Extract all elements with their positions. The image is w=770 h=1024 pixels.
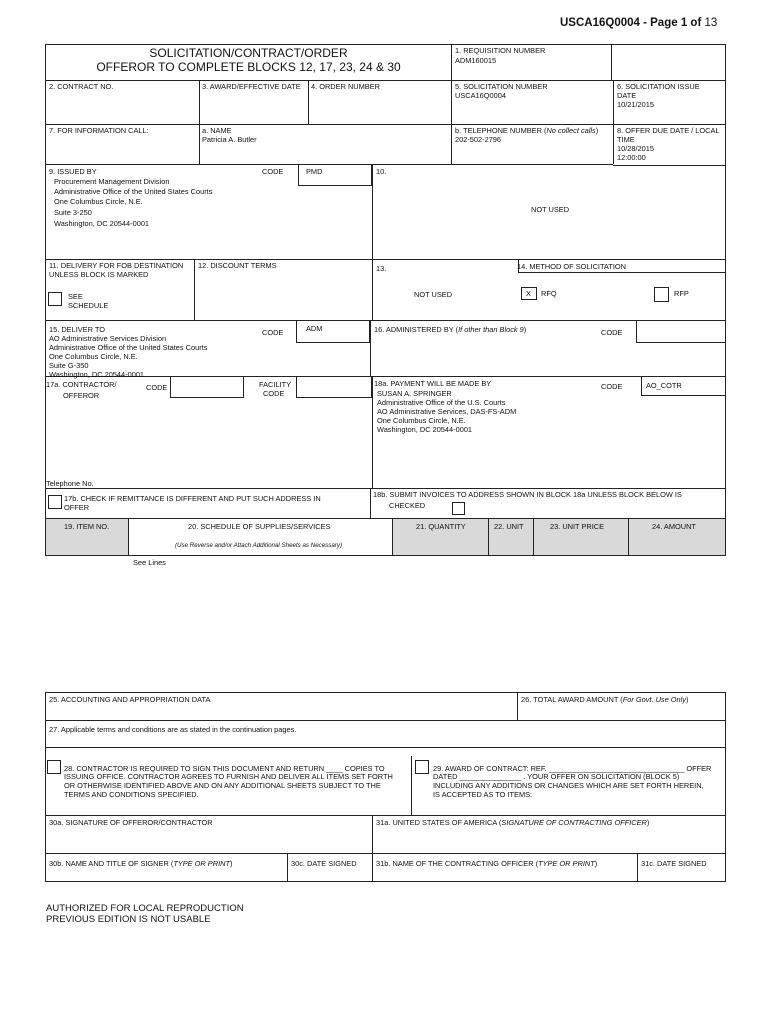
b1-requisition-number: ADM160015	[455, 56, 497, 65]
b28-text-line4: TERMS AND CONDITIONS SPECIFIED.	[64, 790, 199, 799]
b7b-label: b. TELEPHONE NUMBER (No collect calls)	[455, 126, 599, 135]
b17a-telephone-label: Telephone No.	[46, 479, 94, 488]
b30b-label: 30b. NAME AND TITLE OF SIGNER (TYPE OR PRINT)	[49, 859, 233, 868]
b15-code-box	[296, 320, 370, 343]
b11-label-line1: 11. DELIVERY FOR FOB DESTINATION	[49, 261, 184, 270]
footer-reproduction-note: AUTHORIZED FOR LOCAL REPRODUCTION	[46, 903, 244, 914]
b28-checkbox[interactable]	[47, 760, 61, 774]
b30a-signature-field[interactable]	[47, 830, 370, 851]
b31b-label: 31b. NAME OF THE CONTRACTING OFFICER (TYPE OR PRINT)	[376, 859, 598, 868]
b18a-code-box	[641, 376, 726, 396]
b18a-code-label: CODE	[601, 382, 623, 391]
b7a-contact-name: Patricia A. Butler	[202, 135, 257, 144]
form-footer	[46, 903, 244, 925]
form-title-line1: SOLICITATION/CONTRACT/ORDER	[149, 46, 348, 60]
b13-label: 13.	[376, 264, 387, 273]
b12-discount-terms-field[interactable]	[196, 272, 370, 318]
b17a-label-line2: OFFEROR	[63, 391, 100, 400]
b29-text-line3: INCLUDING ANY ADDITIONS OR CHANGES WHICH ARE SET FORTH HEREIN,	[433, 781, 704, 790]
b11-schedule-label: SCHEDULE	[68, 301, 109, 310]
b16-code-label: CODE	[601, 328, 623, 337]
b8-label-line1: 8. OFFER DUE DATE / LOCAL	[617, 126, 720, 135]
col20-schedule-header: 20. SCHEDULE OF SUPPLIES/SERVICES	[188, 522, 331, 531]
b9-label: 9. ISSUED BY	[49, 167, 97, 176]
b1-label: 1. REQUISITION NUMBER	[455, 46, 546, 55]
b9-code: PMD	[306, 167, 323, 176]
b15-code-label: CODE	[262, 328, 284, 337]
b6-issue-date: 10/21/2015	[617, 100, 654, 109]
b11-see-label: SEE	[68, 292, 83, 301]
b17a-facility-code-box[interactable]	[296, 376, 372, 398]
b18a-address-line: SUSAN A. SPRINGER	[377, 389, 452, 398]
b29-text-line1: 29. AWARD OF CONTRACT: REF. _________________________________ OFFER	[433, 764, 712, 773]
b18a-code: AO_COTR	[646, 381, 682, 390]
page-number: 1	[680, 17, 688, 29]
b18b-label-line1: 18b. SUBMIT INVOICES TO ADDRESS SHOWN IN BLOCK 18a UNLESS BLOCK BELOW IS	[373, 490, 682, 499]
col21-quantity-header: 21. QUANTITY	[416, 522, 466, 531]
b5-solicitation-number: USCA16Q0004	[455, 91, 506, 100]
b7-label: 7. FOR INFORMATION CALL:	[49, 126, 149, 135]
b14-rfp-label: RFP	[674, 289, 689, 298]
b12-label: 12. DISCOUNT TERMS	[198, 261, 277, 270]
b18b-label-line2: CHECKED	[389, 501, 426, 510]
b14-rfq-label: RFQ	[541, 289, 557, 298]
b2-contract-no-field[interactable]	[47, 93, 197, 122]
b9-address-line: Washington, DC 20544-0001	[54, 219, 150, 228]
b2-label: 2. CONTRACT NO.	[49, 82, 114, 91]
b18a-address-line: AO Administrative Services, DAS-FS-ADM	[377, 407, 517, 416]
b9-address-line: Procurement Management Division	[54, 177, 170, 186]
footer-edition-note: PREVIOUS EDITION IS NOT USABLE	[46, 914, 211, 925]
b17a-facility-label-line1: FACILITY	[259, 380, 292, 389]
b14-label: 14. METHOD OF SOLICITATION	[517, 262, 626, 271]
b17a-contractor-address-field[interactable]	[47, 400, 370, 474]
b17b-remittance-checkbox[interactable]	[48, 495, 62, 509]
b15-address-line: Washington, DC 20544-0001	[49, 370, 145, 379]
b18a-address-line: Administrative Office of the U.S. Courts	[377, 398, 506, 407]
b9-address-line: One Columbus Circle, N.E.	[54, 197, 143, 206]
b14-rfq-check-mark: X	[526, 289, 531, 298]
b14-rfq-checkbox[interactable]	[521, 287, 537, 300]
b4-order-number-field[interactable]	[310, 93, 449, 122]
b15-address-line: Administrative Office of the United States Courts	[49, 343, 208, 352]
b15-address-line: AO Administrative Services Division	[49, 334, 167, 343]
b28-text-line1: 28. CONTRACTOR IS REQUIRED TO SIGN THIS DOCUMENT AND RETURN ____ COPIES TO	[64, 764, 385, 773]
b8-due-date: 10/28/2015	[617, 144, 654, 153]
b28-text-line3: OR OTHERWISE IDENTIFIED ABOVE AND ON ANY ADDITIONAL SHEETS SUBJECT TO THE	[64, 781, 381, 790]
b10-not-used: NOT USED	[531, 205, 570, 214]
b29-text-line2: DATED _______________ . YOUR OFFER ON SOLICITATION (BLOCK 5)	[433, 772, 680, 781]
col24-amount-header: 24. AMOUNT	[652, 522, 696, 531]
b6-label-line1: 6. SOLICITATION ISSUE	[617, 82, 700, 91]
b15-label: 15. DELIVER TO	[49, 325, 106, 334]
b3-award-date-field[interactable]	[201, 93, 306, 122]
b7a-label: a. NAME	[202, 126, 232, 135]
b16-code-box[interactable]	[636, 320, 726, 343]
b9-address-line: Suite 3-250	[54, 208, 92, 217]
form-title	[46, 46, 451, 74]
document-id: USCA16Q0004	[560, 17, 640, 29]
b4-label: 4. ORDER NUMBER	[311, 82, 380, 91]
b25-label: 25. ACCOUNTING AND APPROPRIATION DATA	[49, 695, 211, 704]
b28-text-line2: ISSUING OFFICE. CONTRACTOR AGREES TO FURNISH AND DELIVER ALL ITEMS SET FORTH	[64, 772, 393, 781]
b16-label: 16. ADMINISTERED BY (If other than Block 9)	[374, 325, 527, 334]
page-header: USCA16Q0004 - Page 1 of 13	[560, 17, 718, 29]
b30a-label: 30a. SIGNATURE OF OFFEROR/CONTRACTOR	[49, 818, 213, 827]
b9-address-line: Administrative Office of the United States Courts	[54, 187, 213, 196]
b18b-invoice-checkbox[interactable]	[452, 502, 465, 515]
b7b-telephone: 202-502-2796	[455, 135, 502, 144]
col20-schedule-note: (Use Reverse and/or Attach Additional Sheets as Necessary)	[175, 542, 343, 549]
b13-not-used: NOT USED	[414, 290, 453, 299]
b27-text: 27. Applicable terms and conditions are as stated in the continuation pages.	[49, 725, 297, 734]
page-total: 13	[704, 17, 718, 29]
b6-label-line2: DATE	[617, 91, 637, 100]
b29-checkbox[interactable]	[415, 760, 429, 774]
b8-due-time: 12:00:00	[617, 153, 646, 162]
b5-label: 5. SOLICITATION NUMBER	[455, 82, 548, 91]
col23-unit-price-header: 23. UNIT PRICE	[550, 522, 605, 531]
b17b-label-line2: OFFER	[64, 503, 90, 512]
b10-label: 10.	[376, 167, 387, 176]
b11-label-line2: UNLESS BLOCK IS MARKED	[49, 270, 149, 279]
b30c-label: 30c. DATE SIGNED	[291, 859, 357, 868]
b14-rfp-checkbox[interactable]	[654, 287, 669, 302]
b26-label: 26. TOTAL AWARD AMOUNT (For Govt. Use Only)	[521, 695, 689, 704]
b15-address-line: One Columbus Circle, N.E.	[49, 352, 138, 361]
b15-code: ADM	[306, 324, 323, 333]
b17a-code-box[interactable]	[170, 376, 244, 398]
col22-unit-header: 22. UNIT	[494, 522, 524, 531]
b18a-label: 18a. PAYMENT WILL BE MADE BY	[374, 379, 492, 388]
b9-code-label: CODE	[262, 167, 284, 176]
b8-label-line2: TIME	[617, 135, 635, 144]
b11-see-schedule-checkbox[interactable]	[48, 292, 62, 306]
b15-address-line: Suite G-350	[49, 361, 89, 370]
b18a-address-line: One Columbus Circle, N.E.	[377, 416, 466, 425]
b31a-signature-field[interactable]	[374, 830, 724, 851]
form-title-line2: OFFEROR TO COMPLETE BLOCKS 12, 17, 23, 24 & 30	[96, 60, 401, 74]
b17b-label-line1: 17b. CHECK IF REMITTANCE IS DIFFERENT AND PUT SUCH ADDRESS IN	[64, 494, 321, 503]
col19-item-no-header: 19. ITEM NO.	[64, 522, 110, 531]
b29-text-line4: IS ACCEPTED AS TO ITEMS:	[433, 790, 533, 799]
b17a-code-label: CODE	[146, 383, 168, 392]
b3-label: 3. AWARD/EFFECTIVE DATE	[202, 82, 301, 91]
b31c-label: 31c. DATE SIGNED	[641, 859, 707, 868]
schedule-see-lines: See Lines	[133, 558, 166, 567]
b9-code-box	[298, 164, 372, 186]
b31a-label: 31a. UNITED STATES OF AMERICA (SIGNATURE OF CONTRACTING OFFICER)	[376, 818, 650, 827]
b17a-label-line1: 17a. CONTRACTOR/	[46, 380, 117, 389]
b17a-facility-label-line2: CODE	[263, 389, 285, 398]
b18a-address-line: Washington, DC 20544-0001	[377, 425, 473, 434]
